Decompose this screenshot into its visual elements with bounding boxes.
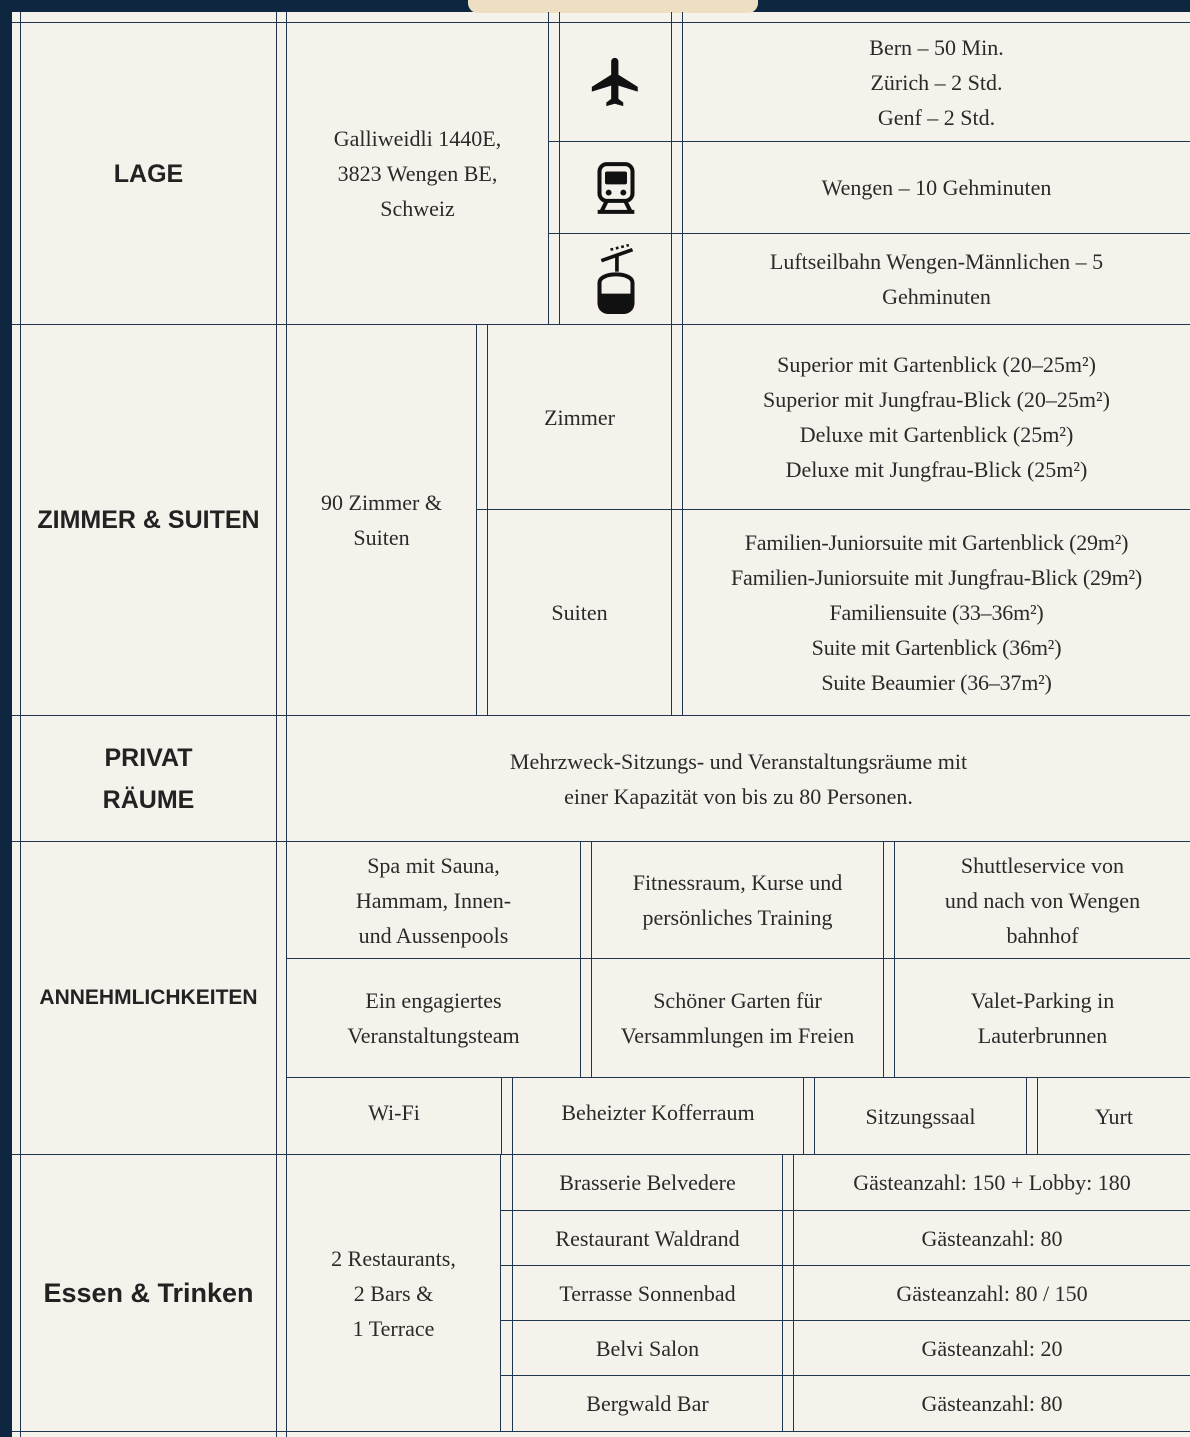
venue-capacity: Gästeanzahl: 20 (921, 1335, 1063, 1361)
venue-capacity: Gästeanzahl: 80 / 150 (896, 1280, 1088, 1306)
venue-name: Restaurant Waldrand (555, 1225, 740, 1251)
cable-car-time: Luftseilbahn Wengen-Männlichen – 5 Gehminuten (769, 249, 1104, 309)
rooms-list: Superior mit Gartenblick (20–25m²) Superior mit Jungfrau-Blick (20–25m²) Deluxe mit Gartenblick (25m²) Deluxe mit Jungfrau-Blick (25m²) (763, 352, 1110, 482)
amenity-shuttle: Shuttleservice von und nach von Wengen bahnhof (944, 852, 1141, 948)
category-zimmer-suiten: ZIMMER & SUITEN (37, 506, 260, 534)
train-icon (560, 142, 671, 233)
amenity-spa: Spa mit Sauna, Hammam, Innen- und Aussenpools (355, 852, 512, 948)
address: Galliweidli 1440E, 3823 Wengen BE, Schweiz (333, 126, 502, 221)
private-rooms-text: Mehrzweck-Sitzungs- und Veranstaltungsräume mit einer Kapazität von bis zu 80 Personen. (509, 748, 968, 809)
amenity-fitness: Fitnessraum, Kurse und persönliches Training (632, 870, 843, 930)
venue-name: Belvi Salon (595, 1335, 700, 1361)
category-lage: LAGE (113, 159, 184, 188)
suites-list: Familien-Juniorsuite mit Gartenblick (29m²) Familien-Juniorsuite mit Jungfrau-Blick (29m²) Familiensuite (33–36m²) Suite mit Gartenblick (36m²) Suite Beaumier (36–37m²) (730, 530, 1143, 695)
venue-name: Bergwald Bar (586, 1391, 709, 1416)
suites-label: Suiten (551, 600, 608, 625)
category-privat-raeume: PRIVAT RÄUME (102, 743, 195, 814)
train-time: Wengen – 10 Gehminuten (821, 175, 1052, 200)
venue-name: Terrasse Sonnenbad (559, 1280, 736, 1306)
dining-summary: 2 Restaurants, 2 Bars & 1 Terrace (331, 1245, 456, 1341)
category-annehmlichkeiten: ANNEHMLICHKEITEN (39, 986, 258, 1009)
frame-left-bar (0, 0, 12, 1437)
rooms-label: Zimmer (544, 404, 615, 430)
amenity-heated-storage: Beheizter Kofferraum (561, 1100, 755, 1125)
venue-capacity: Gästeanzahl: 150 + Lobby: 180 (853, 1170, 1131, 1195)
airplane-icon (560, 23, 671, 141)
amenity-garden: Schöner Garten für Versammlungen im Freien (620, 988, 855, 1048)
top-tab (468, 0, 758, 13)
amenity-yurt: Yurt (1095, 1103, 1133, 1129)
amenity-valet-parking: Valet-Parking in Lauterbrunnen (970, 988, 1115, 1048)
venue-name: Brasserie Belvedere (559, 1170, 736, 1195)
venue-capacity: Gästeanzahl: 80 (921, 1391, 1063, 1416)
flight-times: Bern – 50 Min. Zürich – 2 Std. Genf – 2 Std. (869, 34, 1004, 130)
room-count: 90 Zimmer & Suiten (321, 490, 442, 550)
amenity-wifi: Wi-Fi (368, 1100, 420, 1125)
venue-capacity: Gästeanzahl: 80 (921, 1225, 1063, 1251)
category-essen-trinken: Essen & Trinken (43, 1278, 254, 1308)
cable-car-icon (560, 234, 671, 324)
amenity-meeting-room: Sitzungssaal (865, 1103, 976, 1129)
amenity-event-team: Ein engagiertes Veranstaltungsteam (347, 988, 520, 1048)
